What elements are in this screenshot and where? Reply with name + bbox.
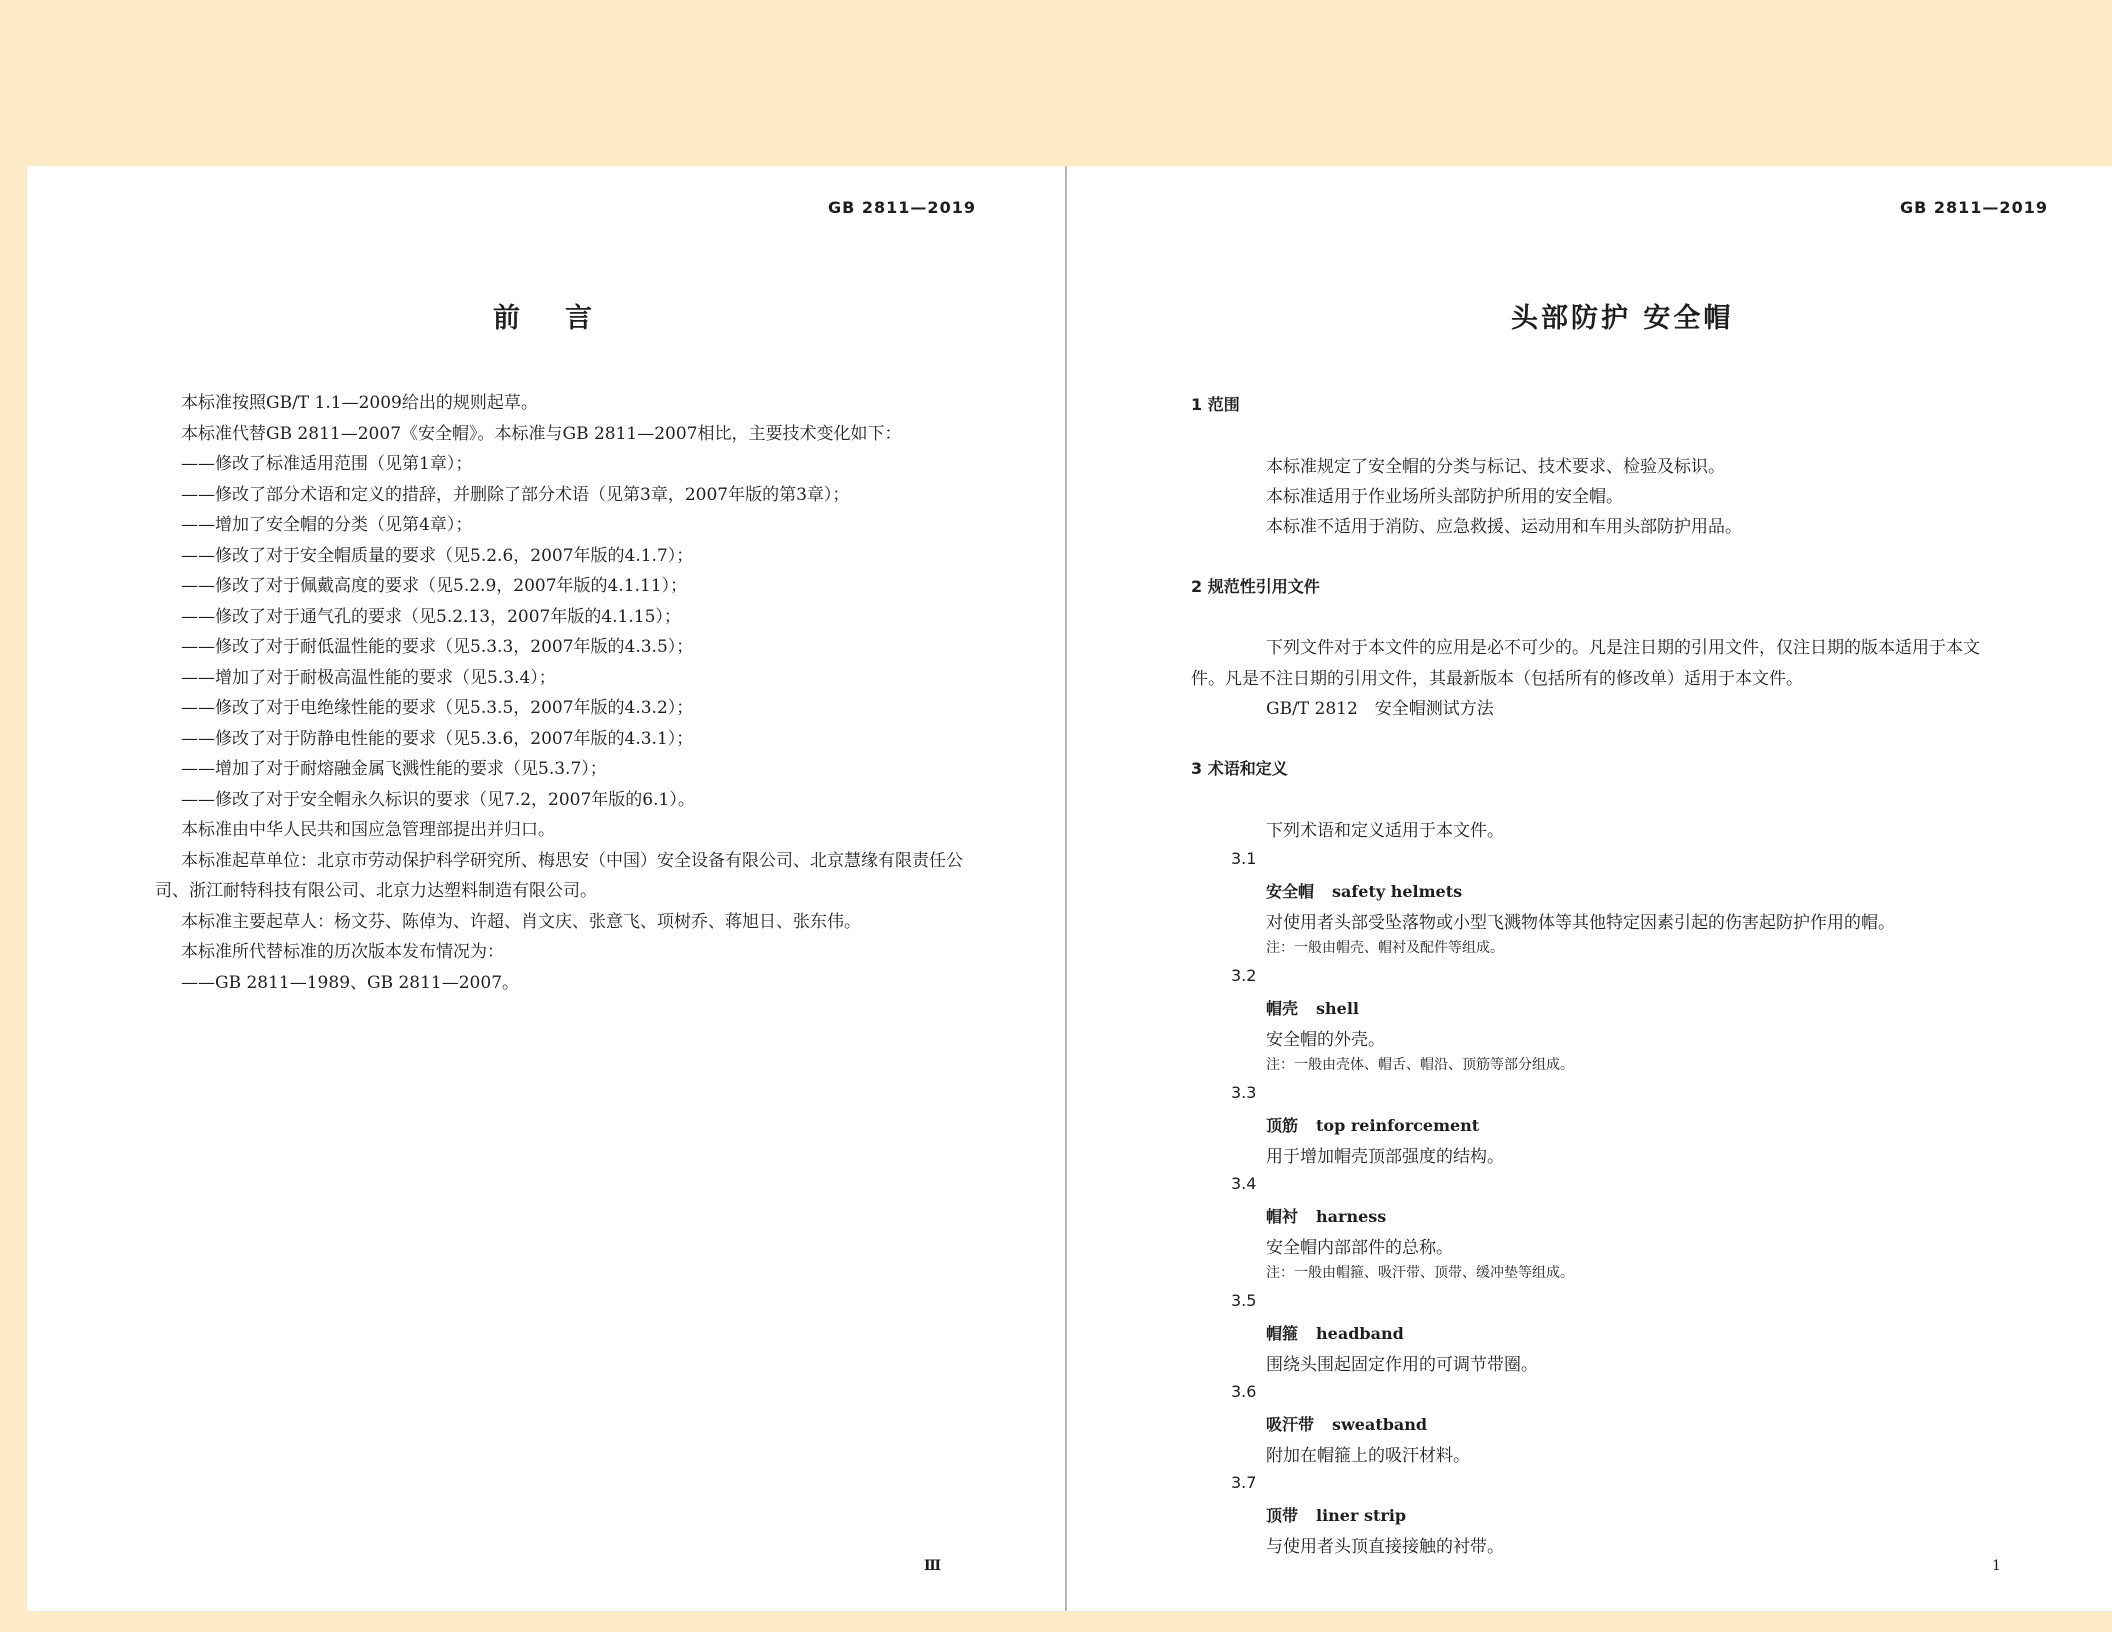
- term-number: 3.1: [1231, 849, 1257, 868]
- page-preface: [27, 166, 1065, 1611]
- change-item: ——修改了对于通气孔的要求（见5.2.13，2007年版的4.1.15）；: [181, 606, 681, 627]
- page-title: 头部防护 安全帽: [1511, 303, 1734, 334]
- term-number: 3.2: [1231, 966, 1257, 985]
- preface-line: 本标准由中华人民共和国应急管理部提出并归口。: [181, 820, 555, 840]
- term-note: 注：一般由壳体、帽舌、帽沿、顶筋等部分组成。: [1266, 1057, 1574, 1073]
- term-en: headband: [1316, 1324, 1404, 1343]
- section-heading-terms: 3 术语和定义: [1191, 759, 1288, 778]
- term-name: [1266, 1113, 1479, 1136]
- term-zh: 帽箍: [1266, 1324, 1299, 1343]
- term-en: sweatband: [1332, 1415, 1428, 1434]
- standard-number-header: GB 2811—2019: [1900, 198, 2048, 217]
- document-viewer[interactable]: [27, 166, 2112, 1611]
- term-name: [1266, 1412, 1427, 1435]
- term-number: 3.6: [1231, 1382, 1257, 1401]
- change-item: ——增加了对于耐极高温性能的要求（见5.3.4）；: [181, 667, 556, 688]
- change-item: ——修改了对于防静电性能的要求（见5.3.6，2007年版的4.3.1）；: [181, 728, 694, 749]
- term-name: [1266, 996, 1359, 1019]
- term-name: [1266, 1503, 1406, 1526]
- page-content: [1067, 166, 2112, 1611]
- standard-number-header: GB 2811—2019: [828, 198, 976, 217]
- change-item: ——增加了安全帽的分类（见第4章）；: [181, 515, 473, 535]
- term-definition: 与使用者头顶直接接触的衬带。: [1266, 1537, 1504, 1557]
- term-definition: 附加在帽箍上的吸汗材料。: [1266, 1446, 1470, 1466]
- term-definition: 围绕头围起固定作用的可调节带圈。: [1266, 1355, 1538, 1375]
- term-number: 3.3: [1231, 1083, 1257, 1102]
- term-zh: 安全帽: [1266, 882, 1315, 901]
- reference-item: GB/T 2812 安全帽测试方法: [1266, 699, 1494, 719]
- term-definition: 安全帽的外壳。: [1266, 1030, 1385, 1050]
- preface-line: 本标准按照GB/T 1.1—2009给出的规则起草。: [181, 393, 538, 413]
- preface-line: 本标准代替GB 2811—2007《安全帽》。本标准与GB 2811—2007相比，主要技术变化如下：: [181, 423, 902, 444]
- preface-body: [155, 388, 1021, 998]
- term-zh: 顶带: [1266, 1506, 1299, 1525]
- term-name: [1266, 1204, 1386, 1227]
- change-item: ——修改了对于耐低温性能的要求（见5.3.3，2007年版的4.3.5）；: [181, 637, 694, 657]
- term-definition: 安全帽内部部件的总称。: [1266, 1238, 1453, 1258]
- term-number: 3.4: [1231, 1174, 1257, 1193]
- change-item: ——修改了对于佩戴高度的要求（见5.2.9，2007年版的4.1.11）；: [181, 576, 688, 596]
- scope-line: 本标准规定了安全帽的分类与标记、技术要求、检验及标识。: [1266, 457, 1725, 477]
- term-en: harness: [1316, 1207, 1387, 1226]
- term-zh: 帽衬: [1266, 1207, 1299, 1226]
- term-number: 3.7: [1231, 1473, 1257, 1492]
- change-item: ——修改了标准适用范围（见第1章）；: [181, 454, 473, 474]
- term-en: shell: [1316, 999, 1359, 1018]
- change-item: ——修改了对于电绝缘性能的要求（见5.3.5，2007年版的4.3.2）；: [181, 698, 694, 718]
- term-name: [1266, 1321, 1404, 1344]
- term-definition: 用于增加帽壳顶部强度的结构。: [1266, 1147, 1504, 1167]
- change-item: ——修改了对于安全帽永久标识的要求（见7.2，2007年版的6.1）。: [181, 789, 695, 810]
- scope-line: 本标准适用于作业场所头部防护所用的安全帽。: [1266, 487, 1623, 507]
- references-paragraph: 下列文件对于本文件的应用是必不可少的。凡是注日期的引用文件，仅注日期的版本适用于本文件。凡是不注日期的引用文件，其最新版本（包括所有的修改单）适用于本文件。: [1191, 638, 1980, 689]
- term-note: 注：一般由帽箍、吸汗带、顶带、缓冲垫等组成。: [1266, 1265, 1574, 1281]
- term-zh: 顶筋: [1266, 1116, 1299, 1135]
- term-note: 注：一般由帽壳、帽衬及配件等组成。: [1266, 940, 1504, 956]
- change-item: ——修改了对于安全帽质量的要求（见5.2.6，2007年版的4.1.7）；: [181, 545, 694, 566]
- preface-line: 本标准起草单位：北京市劳动保护科学研究所、梅思安（中国）安全设备有限公司、北京慧缘有限责任公司、浙江耐特科技有限公司、北京力达塑料制造有限公司。: [155, 850, 963, 901]
- change-item: ——修改了部分术语和定义的措辞，并删除了部分术语（见第3章，2007年版的第3章）；: [181, 484, 850, 505]
- term-en: liner strip: [1316, 1506, 1407, 1525]
- preface-line: 本标准主要起草人：杨文芬、陈倬为、许超、肖文庆、张意飞、项树乔、蒋旭日、张东伟。: [181, 911, 861, 932]
- section-heading-scope: 1 范围: [1191, 395, 1240, 414]
- page-title: 前言: [493, 303, 637, 334]
- page-number: 1: [1992, 1558, 2001, 1574]
- term-zh: 帽壳: [1266, 999, 1299, 1018]
- section-heading-references: 2 规范性引用文件: [1191, 577, 1320, 596]
- scope-line: 本标准不适用于消防、应急救援、运动用和车用头部防护用品。: [1266, 517, 1742, 537]
- term-en: top reinforcement: [1316, 1116, 1480, 1135]
- preface-line: 本标准所代替标准的历次版本发布情况为：: [181, 942, 504, 962]
- term-definition: 对使用者头部受坠落物或小型飞溅物体等其他特定因素引起的伤害起防护作用的帽。: [1266, 913, 1895, 933]
- terms-intro: 下列术语和定义适用于本文件。: [1266, 821, 1504, 841]
- term-en: safety helmets: [1332, 882, 1463, 901]
- change-item: ——GB 2811—1989、GB 2811—2007。: [181, 972, 520, 993]
- page-number: Ⅲ: [924, 1558, 942, 1574]
- change-item: ——增加了对于耐熔融金属飞溅性能的要求（见5.3.7）；: [181, 759, 607, 779]
- term-name: [1266, 879, 1462, 902]
- term-zh: 吸汗带: [1266, 1415, 1315, 1434]
- term-number: 3.5: [1231, 1291, 1257, 1310]
